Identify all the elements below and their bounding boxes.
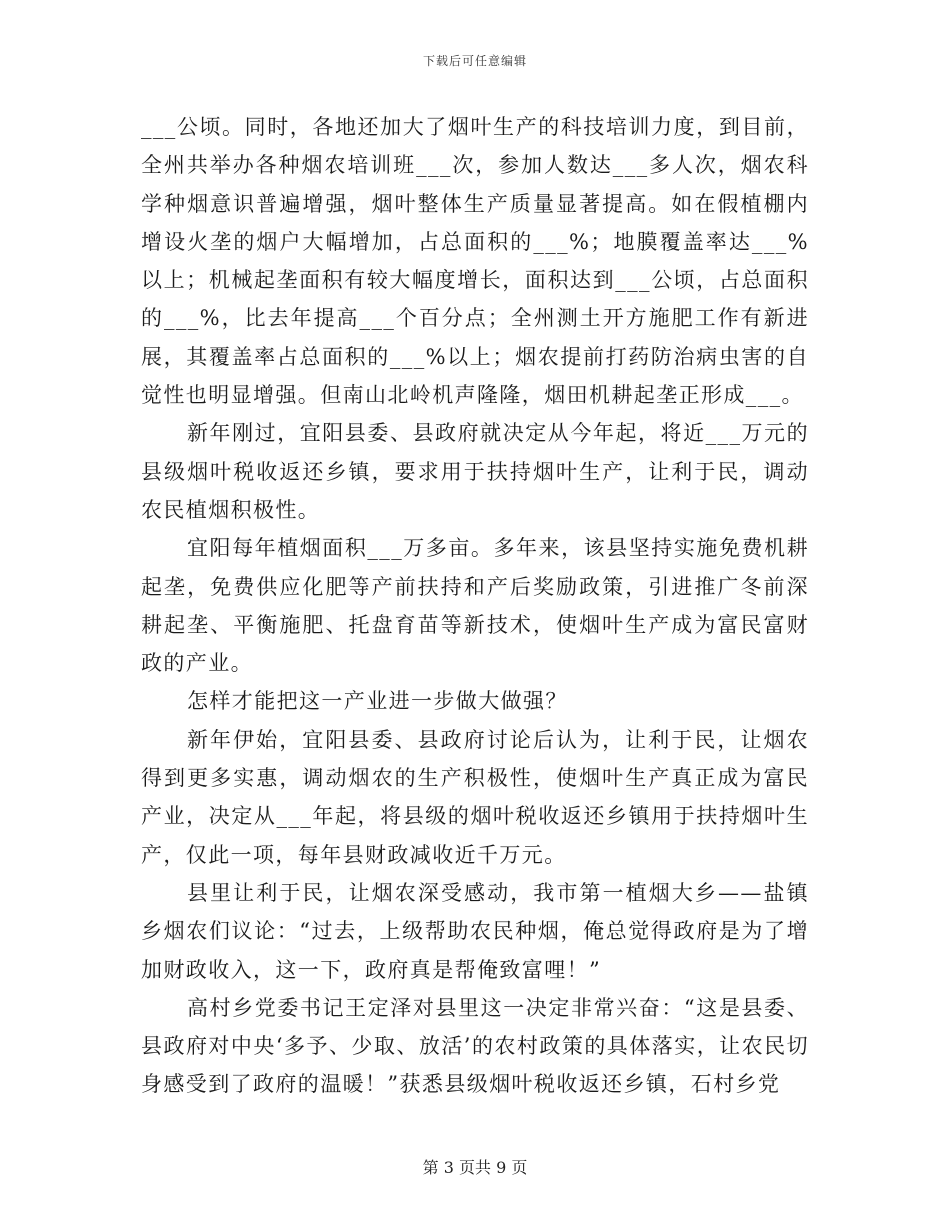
paragraph-1: ___公顷。同时，各地还加大了烟叶生产的科技培训力度，到目前，全州共举办各种烟农培训班___次，参加人数达___多人次，烟农科学种烟意识普遍增强，烟叶整体生产质量显著提高。如在假植棚内增设火垄的烟户大幅增加，占总面积的___%；地膜覆盖率达___%以上；机械起垄面积有较大幅度增长，面积达到___公顷，占总面积的___%，比去年提高___个百分点；全州测土开方施肥工作有新进展，其覆盖率占总面积的___%以上；烟农提前打药防治病虫害的自觉性也明显增强。但南山北岭机声隆隆，烟田机耕起垄正形成___。: [141, 115, 809, 408]
document-body: [141, 108, 809, 1104]
paragraph-7: 高村乡党委书记王定泽对县里这一决定非常兴奋：“这是县委、县政府对中央‘多予、少取、放活’的农村政策的具体落实，让农民切身感受到了政府的温暖！”获悉县级烟叶税收返还乡镇，石村乡党: [141, 995, 809, 1097]
page-header: 下载后可任意编辑: [422, 54, 527, 68]
paragraph-5: 新年伊始，宜阳县委、县政府讨论后认为，让利于民，让烟农得到更多实惠，调动烟农的生产积极性，使烟叶生产真正成为富民产业，决定从___年起，将县级的烟叶税收返还乡镇用于扶持烟叶生产，仅此一项，每年县财政减收近千万元。: [141, 727, 809, 867]
paragraph-2: 新年刚过，宜阳县委、县政府就决定从今年起，将近___万元的县级烟叶税收返还乡镇，要求用于扶持烟叶生产，让利于民，调动农民植烟积极性。: [141, 421, 809, 522]
paragraph-6: 县里让利于民，让烟农深受感动，我市第一植烟大乡——盐镇乡烟农们议论：“过去，上级帮助农民种烟，俺总觉得政府是为了增加财政收入，这一下，政府真是帮俺致富哩！”: [141, 880, 809, 982]
paragraph-3: 宜阳每年植烟面积___万多亩。多年来，该县坚持实施免费机耕起垄，免费供应化肥等产前扶持和产后奖励政策，引进推广冬前深耕起垄、平衡施肥、托盘育苗等新技术，使烟叶生产成为富民富财政的产业。: [141, 536, 809, 676]
paragraph-4: 怎样才能把这一产业进一步做大做强？: [187, 689, 568, 714]
page-number: 第 3 页共 9 页: [422, 1158, 528, 1177]
